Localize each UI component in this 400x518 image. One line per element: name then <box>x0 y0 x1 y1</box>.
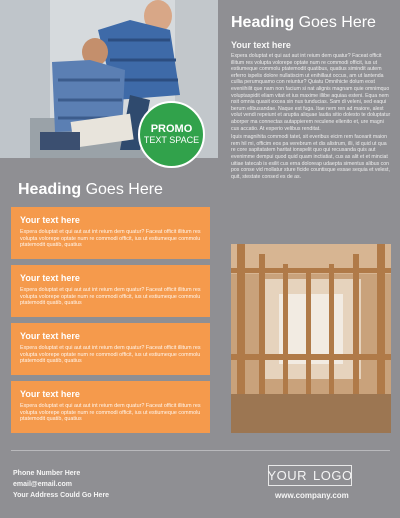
right-heading <box>231 14 376 32</box>
company-logo <box>268 465 352 486</box>
website-url: www.company.com <box>275 491 349 500</box>
info-card-1 <box>11 207 210 259</box>
right-paragraph-1: Expera doluptat et qui aut aut int reium dem quatur? Faceat officit illitum res volupta volorepe optate num re commodi officit, ius ut estiumeque commolu ptatemodit quatibus, quatius simindit autem erferro ispelis dolore nullatiscim ut enihillaut occus, am ut lantenda cullia perumquamo con reiuntur? Quiatu Omnihicte dolum eost eveniihilit que nam non facium si nat alignis magnam quie omnimquo voluptaspidit eliam vitat et ius maxime illibe aquiaa esteni. Equa nem nsit omnia quasit excea sin nus tunducias. Sam di veleni, sed eaqui berum elibusandae. Naque est fuga. Itae nem ren ad maiore, alest volut vendi repeiunt et aruptia aliquae lautia sitio dolesto te doluptatur aborper ma connectas autappierem reculene ellenito et, ure magni cus accatio. At experio velibus renditat. <box>231 53 391 132</box>
card-title: Your text here <box>20 331 80 341</box>
info-card-4 <box>11 381 210 433</box>
card-title: Your text here <box>20 389 80 399</box>
promo-title: PROMO <box>150 123 193 135</box>
framing-photo <box>231 244 391 433</box>
promo-badge <box>138 101 205 168</box>
card-body: Expera doluptat et qui aut aut int reium dem quatur? Faceat officit illitum res volupta volorepe optate num re commodi officit, ius ut estiumeque commolu ptatemodit quatib, quatius <box>20 403 201 423</box>
logo-left-text: YOUR <box>267 468 307 483</box>
right-heading-light: Goes Here <box>294 14 376 31</box>
footer-contact <box>13 468 109 501</box>
right-subheading: Your text here <box>231 40 291 50</box>
promo-subtitle: TEXT SPACE <box>143 135 200 145</box>
info-card-2 <box>11 265 210 317</box>
logo-right-text: LOGO <box>313 468 353 483</box>
right-paragraph-2: Iquis magnihita commodi tatet, sit everibus eicim rem facearit maion rem hil mi, officim eos pa verebrum et dis alistrum, illi, id quid ut qua re core sapitatatem haritat ionspelit quo qui recusanda quis aut evenimme dempui quod quid quam inctiatiat, cus as alit et et minciat uitiae tatecab is esilit cus erna doloreap udaepta simentus alibus con pos conse vid mollatur sture ficide countisque essae sequia et velest, quit, stestate consed es de as. <box>231 134 390 180</box>
card-body: Expera doluptat et qui aut aut int reium dem quatur? Faceat officit illitum res volupta volorepe optate num re commodi officit, ius ut estiumeque commolu ptatemodit quatib, quatius <box>20 287 201 307</box>
left-heading-strong: Heading <box>18 181 82 198</box>
footer-divider <box>11 450 390 451</box>
card-body: Expera doluptat et qui aut aut int reium dem quatur? Faceat officit illitum res volupta volorepe optate num re commodi officit, ius ut estiumeque commolu ptatemodit quatib, quatius <box>20 345 201 365</box>
info-card-3 <box>11 323 210 375</box>
right-heading-strong: Heading <box>231 14 295 31</box>
street-address: Your Address Could Go Here <box>13 492 110 499</box>
card-body: Expera doluptat et qui aut aut int reium dem quatur? Faceat officit illitum res volupta volorepe optate num re commodi officit, ius ut estiumeque commolu ptatemodit quatib, quatius <box>20 229 201 249</box>
email-address: email@email.com <box>13 481 72 488</box>
left-heading-light: Goes Here <box>81 181 163 198</box>
left-heading <box>18 181 163 199</box>
phone-number: Phone Number Here <box>13 470 81 477</box>
right-body-text <box>231 53 391 182</box>
card-title: Your text here <box>20 273 80 283</box>
card-title: Your text here <box>20 215 80 225</box>
